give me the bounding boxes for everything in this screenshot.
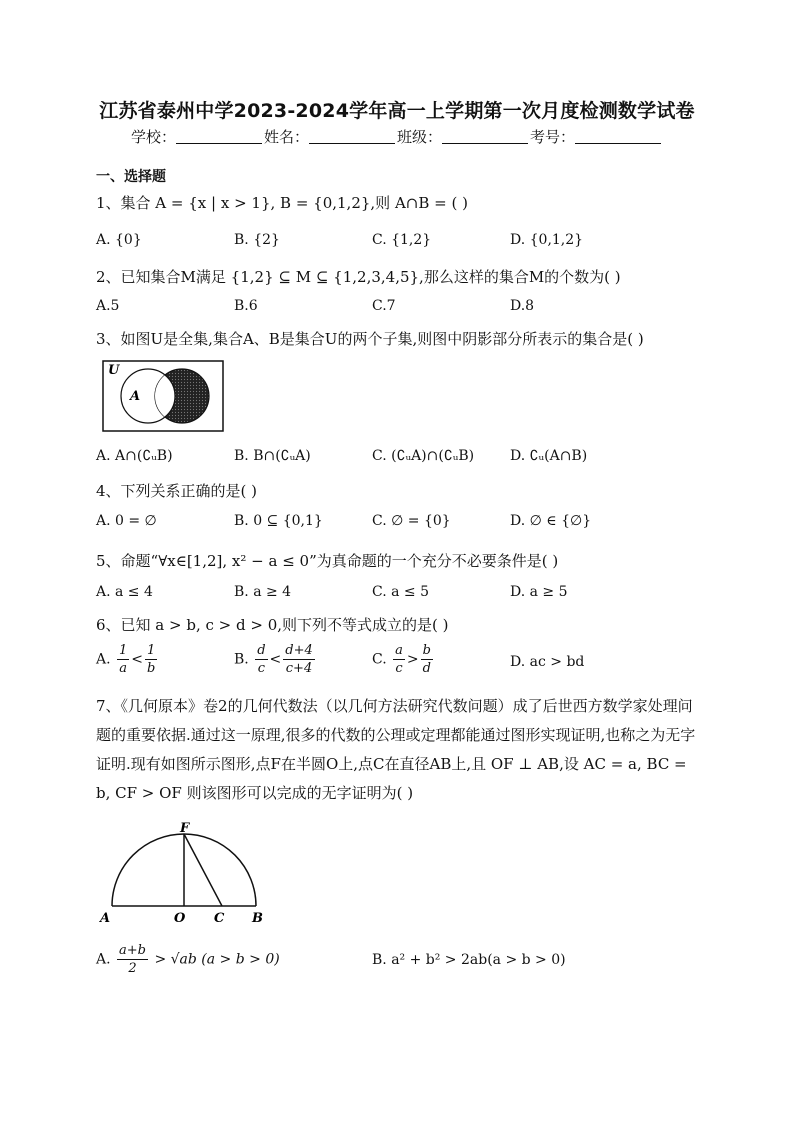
- q6a-left-den: a: [119, 661, 128, 676]
- q5-option-a: A. a ≤ 4: [96, 584, 153, 600]
- field-class-blank: [442, 129, 528, 144]
- venn-diagram: [102, 360, 224, 432]
- question-7-stem: 7、《几何原本》卷2的几何代数法（以几何方法研究代数问题）成了后世西方数学家处理问题的重要依据.通过这一原理,很多的代数的公理或定理都能通过图形实现证明,也称之为无字证明.现有如图所示图形,点F在半圆O上,点C在直径AB上,且 OF ⊥ AB,设 AC = a, BC = b, CF > OF 则该图形可以完成的无字证明为( ): [96, 697, 696, 802]
- q7a-frac: [117, 942, 148, 977]
- q6-option-d: D. ac > bd: [510, 654, 585, 670]
- q4-option-c: C. ∅ = {0}: [372, 513, 451, 529]
- field-id-blank: [575, 129, 661, 144]
- field-school-label: 学校：: [130, 128, 176, 146]
- q6c-frac-right: [421, 642, 433, 677]
- q6b-right-num: d+4: [285, 643, 313, 658]
- q7a-rest: > √ab (a > b > 0): [154, 951, 280, 968]
- page-title: 江苏省泰州中学2023-2024学年高一上学期第一次月度检测数学试卷: [99, 100, 695, 122]
- q2-option-a: A.5: [96, 298, 120, 314]
- field-name-label: 姓名：: [263, 128, 309, 146]
- q5-option-d: D. a ≥ 5: [510, 584, 568, 600]
- field-school-blank: [176, 129, 262, 144]
- q6-option-c-letter: C.: [372, 651, 387, 668]
- q4-option-a: A. 0 = ∅: [96, 513, 157, 529]
- q1-option-b: B. {2}: [234, 232, 280, 248]
- q6c-frac-left: [393, 642, 405, 677]
- q6c-left-den: c: [395, 661, 403, 676]
- q2-option-c: C.7: [372, 298, 396, 314]
- label-o: O: [174, 911, 186, 926]
- q6-option-c: [372, 642, 435, 677]
- q6a-right-den: b: [147, 661, 156, 676]
- q2-option-d: D.8: [510, 298, 535, 314]
- q6a-operator: <: [131, 651, 144, 668]
- field-class-label: 班级：: [397, 128, 443, 146]
- q6b-right-den: c+4: [285, 661, 313, 676]
- q3-option-c: C. (∁ᵤA)∩(∁ᵤB): [372, 448, 475, 464]
- label-u: U: [108, 363, 120, 378]
- q6a-left-num: 1: [119, 643, 128, 658]
- q7-option-a-letter: A.: [96, 951, 111, 968]
- q6c-right-num: b: [422, 643, 431, 658]
- label-a-point: A: [100, 911, 111, 926]
- q4-option-d: D. ∅ ∈ {∅}: [510, 513, 592, 529]
- label-c: C: [214, 911, 225, 926]
- segment-cf: [184, 834, 222, 906]
- label-f: F: [180, 821, 190, 836]
- question-4-stem: 4、下列关系正确的是( ): [96, 482, 258, 500]
- q6b-frac-right: [283, 642, 315, 677]
- question-6-stem: 6、已知 a > b, c > d > 0,则下列不等式成立的是( ): [96, 616, 449, 634]
- q6b-left-den: c: [257, 661, 265, 676]
- question-5-stem: 5、命题“∀x∈[1,2], x² − a ≤ 0”为真命题的一个充分不必要条件是( ): [96, 552, 559, 570]
- q7a-den: 2: [128, 961, 137, 976]
- student-info-line: [0, 126, 794, 147]
- q5-option-b: B. a ≥ 4: [234, 584, 292, 600]
- q6a-frac-right: [145, 642, 157, 677]
- q6b-operator: <: [269, 651, 282, 668]
- q6b-frac-left: [255, 642, 267, 677]
- question-1-stem: 1、集合 A = {x | x > 1}, B = {0,1,2},则 A∩B = ( ): [96, 194, 468, 212]
- q3-option-a: A. A∩(∁ᵤB): [96, 448, 173, 464]
- q1-option-a: A. {0}: [96, 232, 142, 248]
- q4-option-b: B. 0 ⊆ {0,1}: [234, 513, 323, 529]
- question-3-stem: 3、如图U是全集,集合A、B是集合U的两个子集,则图中阴影部分所表示的集合是( ): [96, 330, 644, 348]
- q6b-left-num: d: [257, 643, 266, 658]
- label-a: A: [130, 389, 141, 404]
- q1-option-d: D. {0,1,2}: [510, 232, 584, 248]
- q6c-operator: >: [406, 651, 419, 668]
- question-2-stem: 2、已知集合M满足 {1,2} ⊆ M ⊆ {1,2,3,4,5},那么这样的集合M的个数为( ): [96, 268, 621, 286]
- section-title: 一、选择题: [96, 169, 166, 185]
- label-b: B: [252, 911, 263, 926]
- semicircle-figure: [96, 820, 276, 928]
- q6-option-a: [96, 642, 159, 677]
- field-id-label: 考号：: [530, 128, 576, 146]
- q6-option-b-letter: B.: [234, 651, 249, 668]
- q6a-frac-left: [117, 642, 129, 677]
- q6a-right-num: 1: [145, 642, 157, 660]
- q7a-num: a+b: [119, 943, 146, 958]
- q6-option-b: [234, 642, 317, 677]
- field-name-blank: [309, 129, 395, 144]
- q3-option-b: B. B∩(∁ᵤA): [234, 448, 311, 464]
- q7-option-b: B. a² + b² > 2ab(a > b > 0): [372, 952, 566, 968]
- q5-option-c: C. a ≤ 5: [372, 584, 429, 600]
- q6c-right-den: d: [422, 661, 431, 676]
- q1-option-c: C. {1,2}: [372, 232, 432, 248]
- q3-option-d: D. ∁ᵤ(A∩B): [510, 448, 588, 464]
- q7-option-a: [96, 942, 280, 977]
- q6c-left-num: a: [395, 643, 403, 658]
- q2-option-b: B.6: [234, 298, 258, 314]
- q6-option-a-letter: A.: [96, 651, 111, 668]
